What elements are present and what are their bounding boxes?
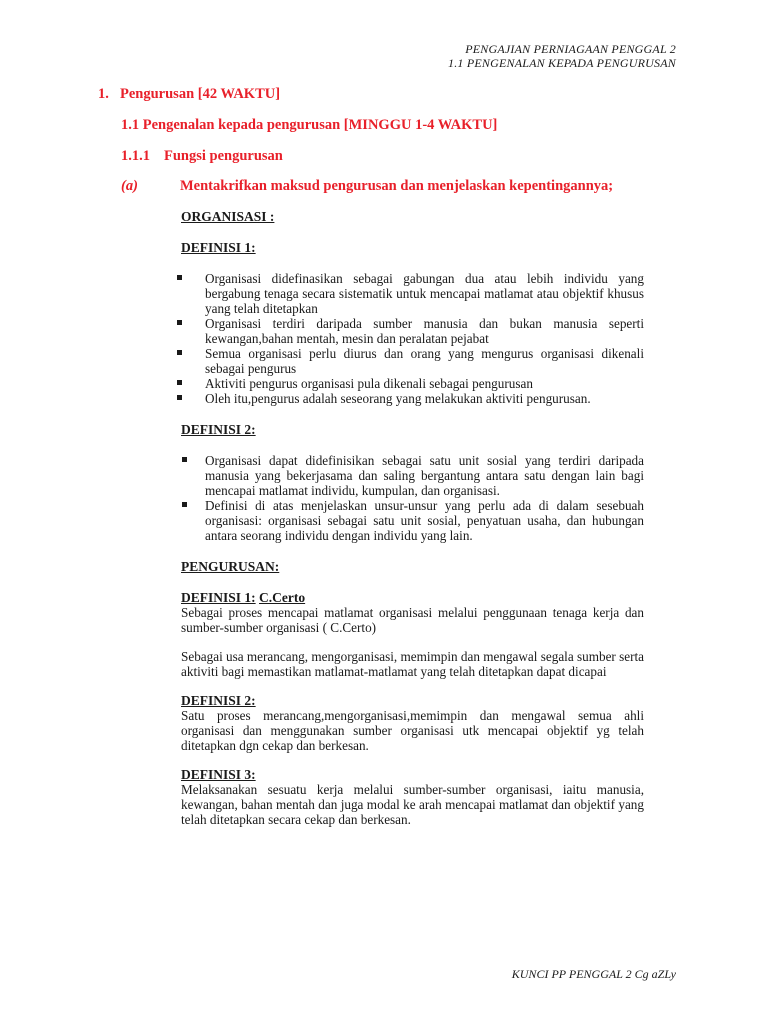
heading-level-1 <box>98 86 280 103</box>
section-title-pengurusan: PENGURUSAN: <box>181 559 280 574</box>
heading-level-3 <box>121 148 283 165</box>
pengurusan-definition-1-label: DEFINISI 1: <box>181 590 256 605</box>
page-footer: KUNCI PP PENGGAL 2 Cg aZLy <box>511 967 676 981</box>
pengurusan-definition-3-para: Melaksanakan sesuatu kerja melalui sumber-sumber organisasi, iaitu manusia, kewangan, bahan mentah dan juga modal ke arah mencapai matlamat dan objektif yang telah ditetapkan secara cekap dan berkesan. <box>181 782 644 827</box>
heading-3-number: 1.1.1 <box>121 148 150 164</box>
list-item: Organisasi dapat didefinisikan sebagai satu unit sosial yang terdiri daripada manusia yang bekerjasama dan saling bergantung antara satu dengan lain bagi mencapai matlamat individu, kumpulan, dan organisasi. <box>181 453 644 498</box>
heading-1-number: 1. <box>98 86 109 102</box>
list-item: Aktiviti pengurus organisasi pula dikenali sebagai pengurusan <box>181 376 644 391</box>
organisasi-definition-1-list <box>181 271 644 406</box>
heading-3-text: Fungsi pengurusan <box>164 148 283 164</box>
pengurusan-definition-1-para-2: Sebagai usa merancang, mengorganisasi, memimpin dan mengawal segala sumber serta aktiviti bagi memastikan matlamat-matlamat yang telah ditetapkan dapat dicapai <box>181 649 645 679</box>
heading-level-2: 1.1 Pengenalan kepada pengurusan [MINGGU 1-4 WAKTU] <box>121 117 498 133</box>
pengurusan-definition-2-para: Satu proses merancang,mengorganisasi,memimpin dan mengawal semua ahli organisasi dan menggunakan sumber organisasi utk mencapai objektif yg telah ditetapkan dgn cekap dan berkesan. <box>181 708 644 753</box>
list-item: Semua organisasi perlu diurus dan orang yang mengurus organisasi dikenali sebagai pengurus <box>181 346 644 376</box>
pengurusan-definition-1-para-1: Sebagai proses mencapai matlamat organisasi melalui penggunaan tenaga kerja dan sumber-sumber organisasi ( C.Certo) <box>181 605 644 635</box>
heading-4-text: Mentakrifkan maksud pengurusan dan menjelaskan kepentingannya; <box>180 178 614 194</box>
pengurusan-definition-3-title: DEFINISI 3: <box>181 767 256 782</box>
list-item: Organisasi terdiri daripada sumber manusia dan bukan manusia seperti kewangan,bahan mentah, mesin dan peralatan pejabat <box>181 316 644 346</box>
heading-1-text: Pengurusan [42 WAKTU] <box>120 86 281 102</box>
page-header <box>448 42 676 70</box>
heading-4-label: (a) <box>121 178 138 194</box>
heading-level-4 <box>121 178 613 195</box>
organisasi-definition-2-list <box>181 453 644 543</box>
pengurusan-definition-1-author: C.Certo <box>259 590 306 605</box>
list-item: Organisasi didefinasikan sebagai gabungan dua atau lebih individu yang bergabung tenaga secara sistematik untuk mencapai matlamat atau objektif khusus yang telah ditetapkan <box>181 271 644 316</box>
header-subject: PENGAJIAN PERNIAGAAN PENGGAL 2 <box>465 42 676 56</box>
pengurusan-definition-1-title <box>181 590 644 605</box>
main-content <box>181 209 644 827</box>
section-title-organisasi: ORGANISASI : <box>181 209 275 224</box>
pengurusan-definition-2-title: DEFINISI 2: <box>181 693 256 708</box>
list-item: Oleh itu,pengurus adalah seseorang yang melakukan aktiviti pengurusan. <box>181 391 644 406</box>
list-item: Definisi di atas menjelaskan unsur-unsur yang perlu ada di dalam sesebuah organisasi: organisasi sebagai satu unit sosial, penyatuan usaha, dan hubungan antara seorang individu dengan individu yang lain. <box>181 498 644 543</box>
organisasi-definition-1-title: DEFINISI 1: <box>181 240 256 255</box>
header-topic: 1.1 PENGENALAN KEPADA PENGURUSAN <box>448 56 676 70</box>
organisasi-definition-2-title: DEFINISI 2: <box>181 422 256 437</box>
